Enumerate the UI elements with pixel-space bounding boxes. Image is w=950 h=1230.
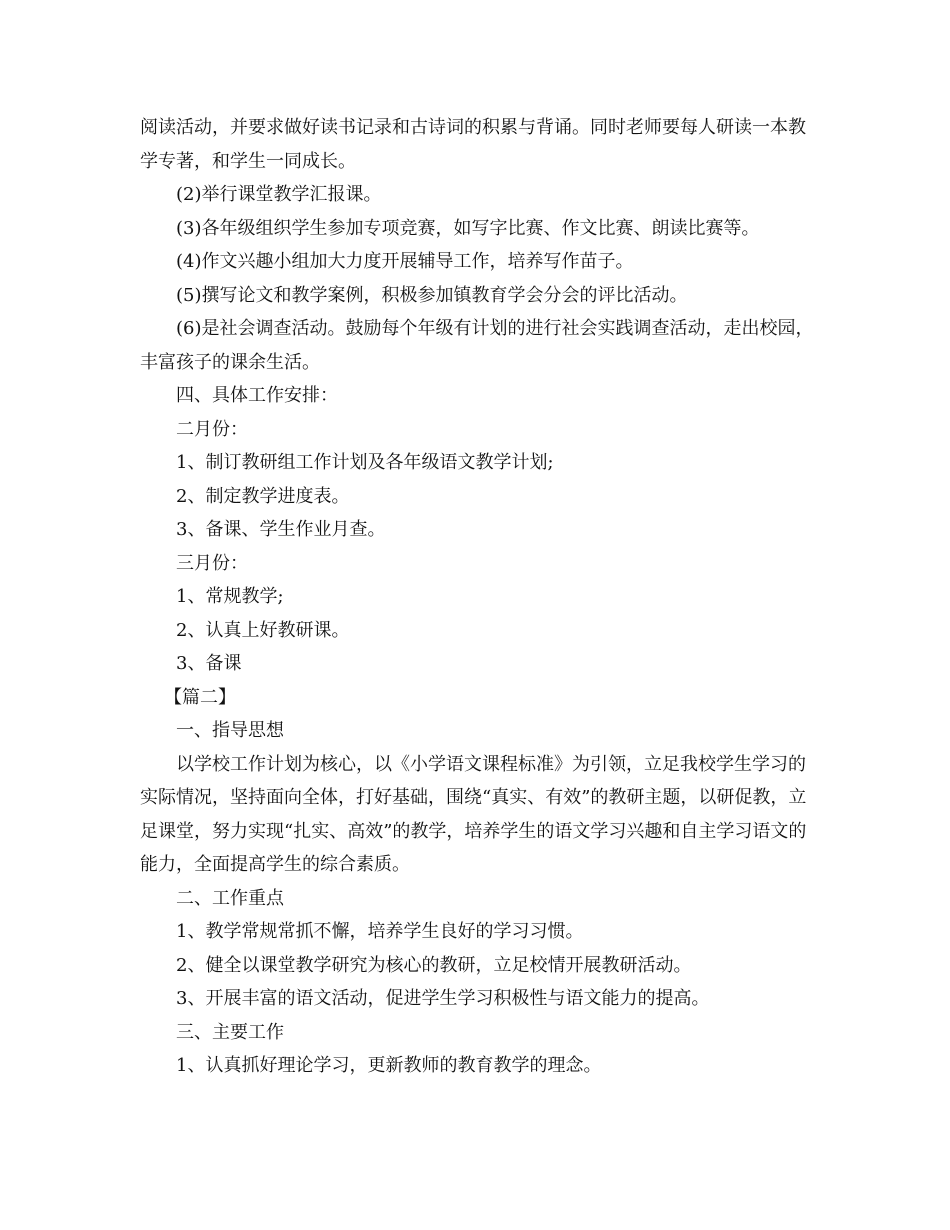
section-heading-main-work: 三、主要工作: [176, 1021, 284, 1043]
paragraph-item-2: (2)举行课堂教学汇报课。: [176, 184, 382, 205]
list-item: 1、教学常规常抓不懈，培养学生良好的学习习惯。: [176, 921, 584, 942]
list-item: 1、认真抓好理论学习，更新教师的教育教学的理念。: [176, 1055, 602, 1076]
list-item: 1、制订教研组工作计划及各年级语文教学计划;: [176, 452, 554, 473]
paragraph-reading-activity: 阅读活动，并要求做好读书记录和古诗词的积累与背诵。同时老师要每人研读一本教学专著，和学生一同成长。: [140, 117, 806, 172]
section-heading-schedule: 四、具体工作安排：: [176, 385, 338, 406]
paragraph-item-4: (4)作文兴趣小组加大力度开展辅导工作，培养写作苗子。: [176, 251, 634, 272]
list-item: 1、常规教学;: [176, 586, 284, 607]
list-item: 3、开展丰富的语文活动，促进学生学习积极性与语文能力的提高。: [176, 988, 710, 1009]
list-item: 3、备课、学生作业月查。: [176, 519, 386, 540]
paragraph-item-5: (5)撰写论文和教学案例，积极参加镇教育学会分会的评比活动。: [176, 284, 688, 306]
month-heading-march: 三月份：: [176, 552, 248, 574]
month-heading-february: 二月份：: [176, 418, 248, 440]
section-heading-guiding-thought: 一、指导思想: [176, 720, 284, 741]
document-body: [140, 111, 820, 1083]
list-item: 2、制定教学进度表。: [176, 485, 350, 507]
paragraph-item-3: (3)各年级组织学生参加专项竞赛，如写字比赛、作文比赛、朗读比赛等。: [176, 217, 760, 239]
list-item: 2、健全以课堂教学研究为核心的教研，立足校情开展教研活动。: [176, 954, 692, 976]
paragraph-guiding-thought: 以学校工作计划为核心，以《小学语文课程标准》为引领，立足我校学生学习的实际情况，坚持面向全体，打好基础，围绕“真实、有效”的教研主题，以研促教，立足课堂，努力实现“扎实、高效”的教学，培养学生的语文学习兴趣和自主学习语文的能力，全面提高学生的综合素质。: [140, 753, 807, 875]
paragraph-item-6: (6)是社会调查活动。鼓励每个年级有计划的进行社会实践调查活动，走出校园，丰富孩子的课余生活。: [140, 318, 814, 373]
section-heading-focus: 二、工作重点: [176, 887, 284, 909]
list-item: 3、备课: [176, 653, 242, 674]
list-item: 2、认真上好教研课。: [176, 619, 350, 641]
chapter-heading-part-two: 【篇二】: [164, 686, 236, 708]
